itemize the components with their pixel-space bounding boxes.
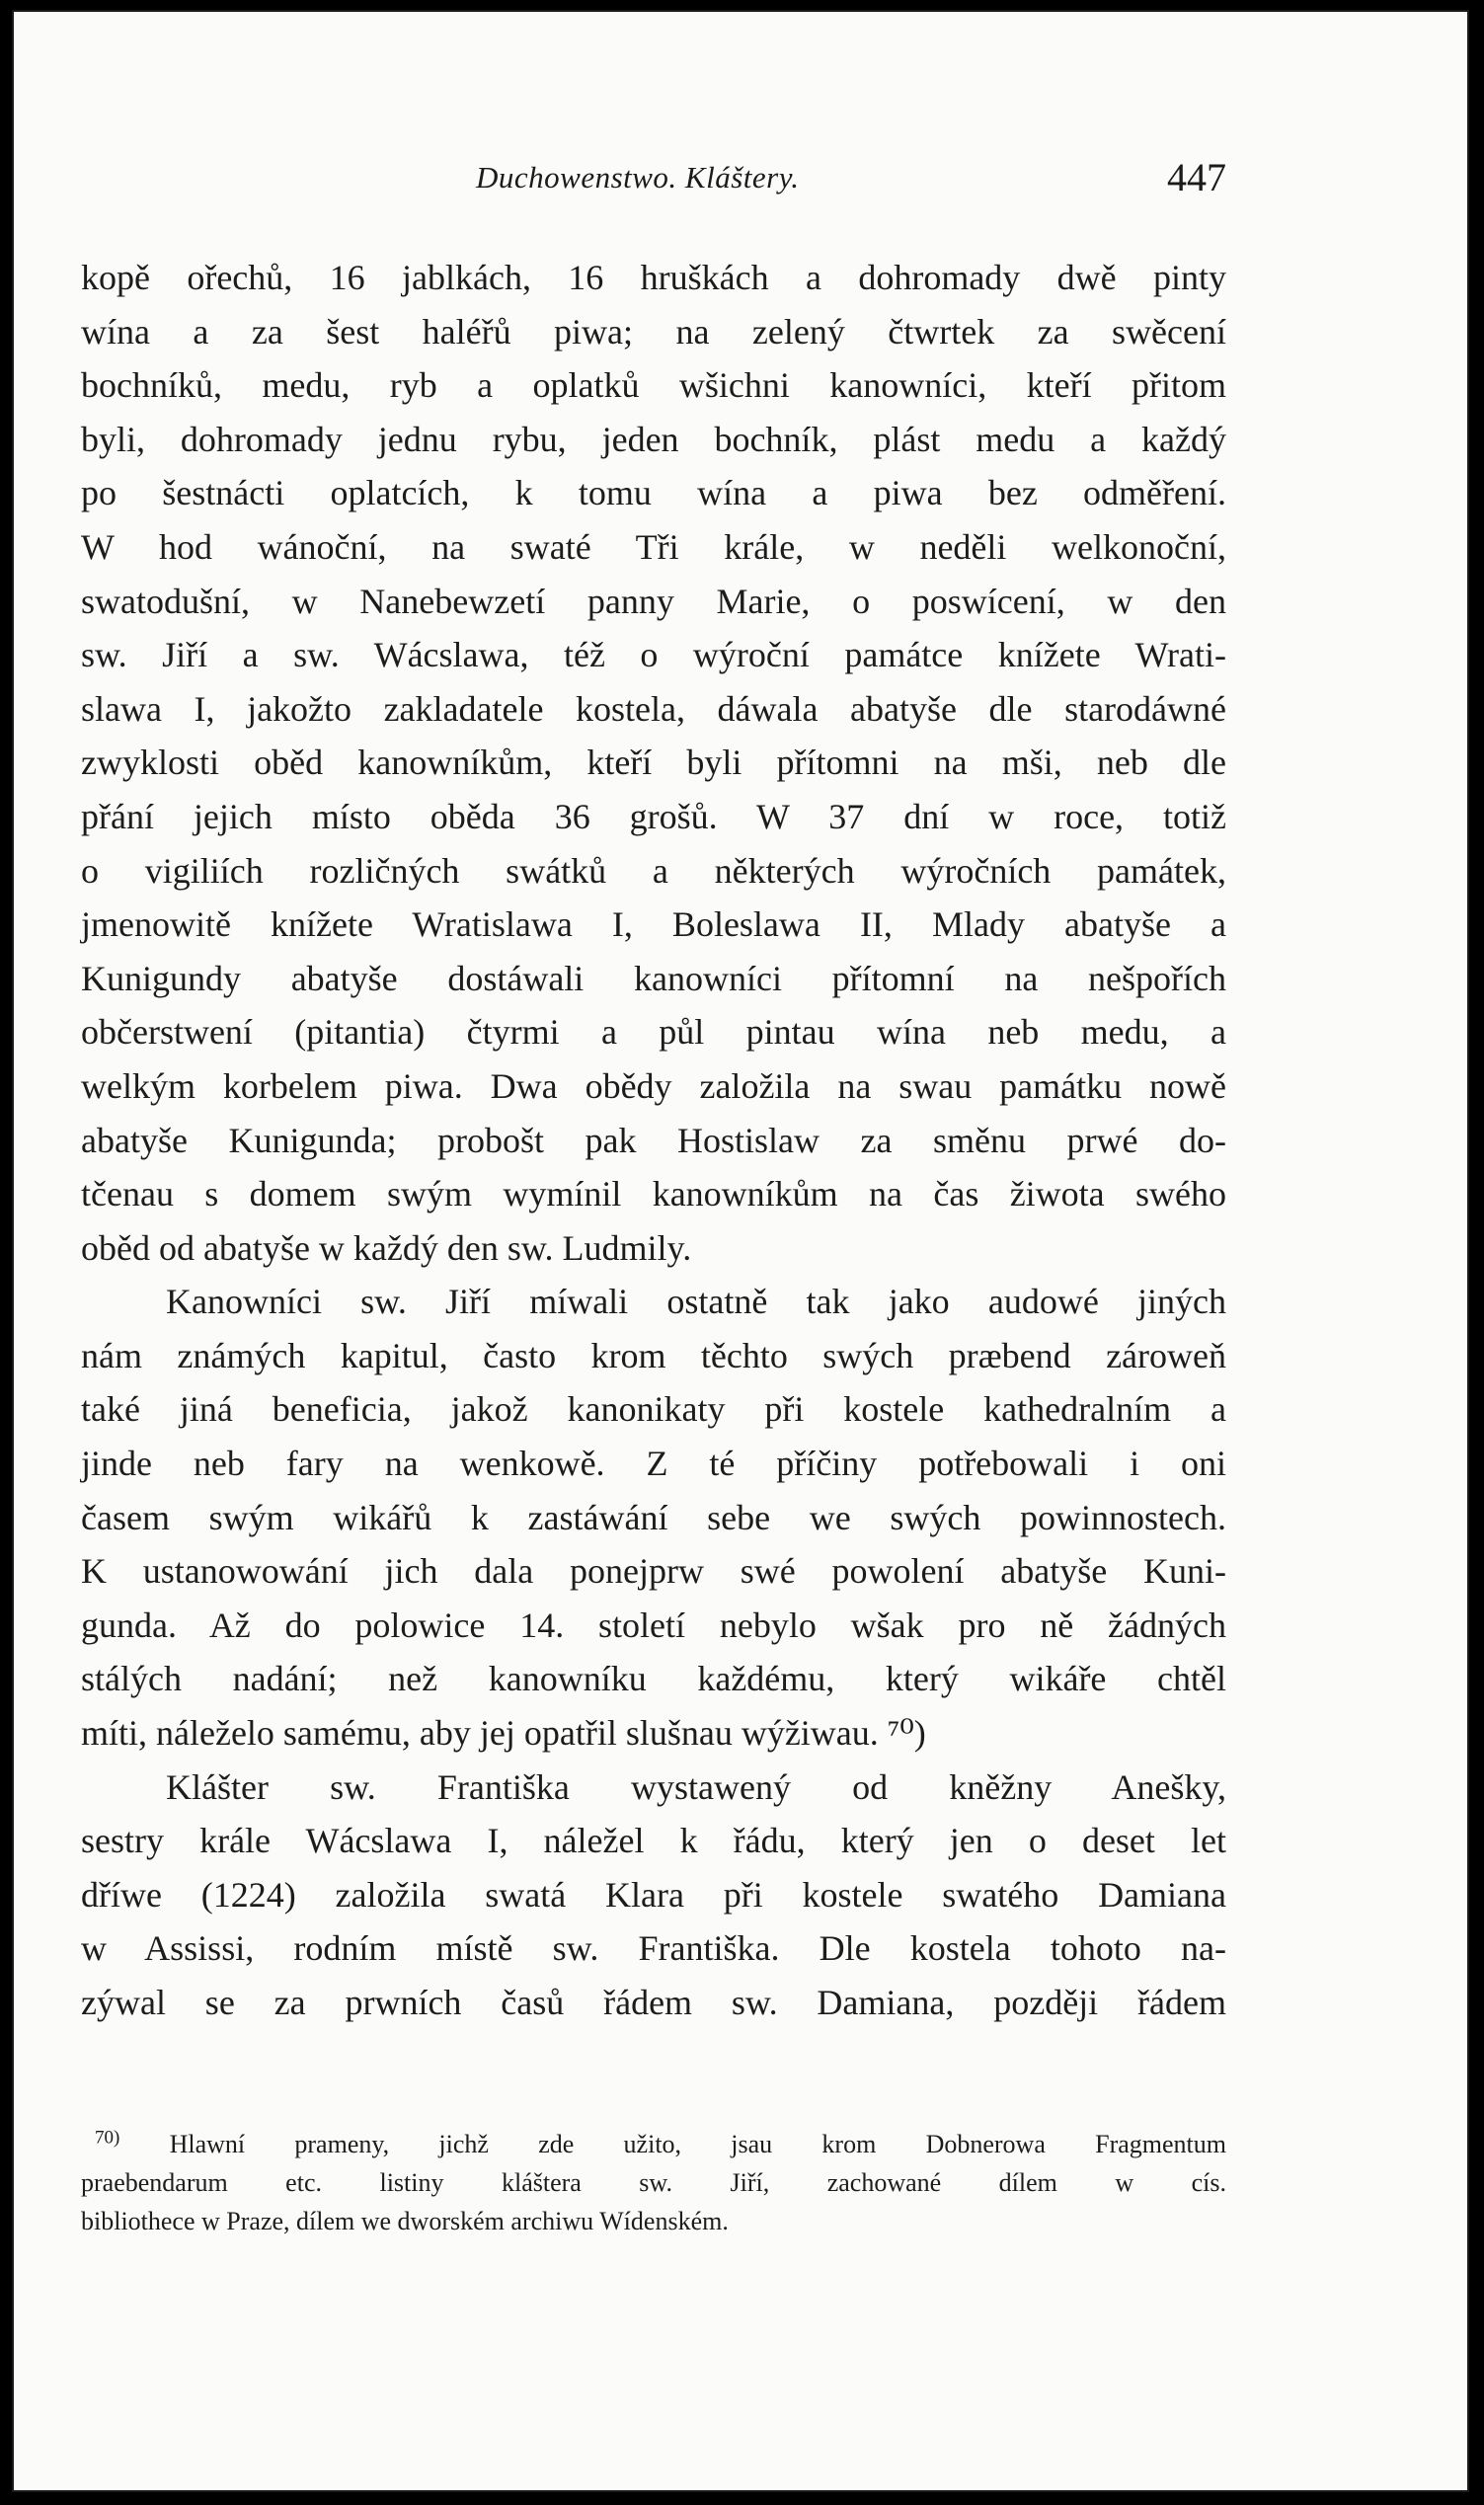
- text-line: zwyklosti oběd kanowníkům, kteří byli přítomni na mši, neb dle: [81, 743, 1226, 783]
- text-line: swatodušní, w Nanebewzetí panny Marie, o poswícení, w den: [81, 581, 1226, 621]
- text-line: wína a za šest haléřů piwa; na zelený čtwrtek za swěcení: [81, 311, 1226, 352]
- text-line: K ustanowowání jich dala ponejprw swé powolení abatyše Kuni-: [81, 1551, 1226, 1592]
- text-line: o vigiliích rozličných swátků a některých wýročních památek,: [81, 850, 1226, 891]
- footnote-line: [81, 2125, 1226, 2163]
- text-line: byli, dohromady jednu rybu, jeden bochník, plást medu a každý: [81, 419, 1226, 459]
- text-line: w Assissi, rodním místě sw. Františka. Dle kostela tohoto na-: [81, 1928, 1226, 1969]
- text-line: Kunigundy abatyše dostáwali kanowníci přítomní na nešpořích: [81, 958, 1226, 998]
- book-page: [12, 10, 1469, 2492]
- running-head: Duchowenstwo. Kláštery.: [476, 160, 800, 195]
- text-line: Klášter sw. Františka wystawený od kněžny Anešky,: [166, 1766, 1226, 1807]
- text-line: nám známých kapitul, často krom těchto swých præbend zároweň: [81, 1335, 1226, 1375]
- text-line: míti, náleželo samému, aby jej opatřil slušnau wýžiwau. ⁷⁰): [81, 1713, 926, 1754]
- text-line: Kanowníci sw. Jiří míwali ostatně tak jako audowé jiných: [166, 1282, 1226, 1322]
- text-line: dříwe (1224) založila swatá Klara při kostele swatého Damiana: [81, 1874, 1226, 1915]
- text-line: W hod wánoční, na swaté Tři krále, w neděli welkonoční,: [81, 526, 1226, 567]
- text-line: kopě ořechů, 16 jablkách, 16 hruškách a dohromady dwě pinty: [81, 258, 1226, 297]
- text-line: také jiná beneficia, jakož kanonikaty při kostele kathedralním a: [81, 1389, 1226, 1430]
- page-number: 447: [1167, 155, 1226, 199]
- text-line: stálých nadání; než kanowníku každému, který wikáře chtěl: [81, 1659, 1226, 1699]
- footnote-line: bibliothece w Praze, dílem we dworském archiwu Wídenském.: [81, 2207, 729, 2235]
- text-line: jmenowitě knížete Wratislawa I, Boleslawa II, Mlady abatyše a: [81, 904, 1226, 945]
- text-line: welkým korbelem piwa. Dwa obědy založila na swau památku nowě: [81, 1065, 1226, 1106]
- text-line: tčenau s domem swým wymínil kanowníkům na čas žiwota swého: [81, 1174, 1226, 1214]
- text-line: sw. Jiří a sw. Wácslawa, též o wýroční památce knížete Wrati-: [81, 635, 1226, 675]
- text-line: abatyše Kunigunda; probošt pak Hostislaw za směnu prwé do-: [81, 1120, 1226, 1160]
- footnote-mark: 70): [95, 2127, 120, 2149]
- text-line: zýwal se za prwních časů řádem sw. Damiana, později řádem: [81, 1983, 1226, 2022]
- text-line: oběd od abatyše w každý den sw. Ludmily.: [81, 1227, 692, 1268]
- body-text: [81, 251, 1226, 2030]
- text-line: sestry krále Wácslawa I, náležel k řádu, který jen o deset let: [81, 1821, 1226, 1861]
- text-line: časem swým wikářů k zastáwání sebe we swých powinnostech.: [81, 1497, 1226, 1537]
- footnotes: [81, 2125, 1226, 2240]
- footnote-text: Hlawní prameny, jichž zde užito, jsau krom Dobnerowa Fragmentum: [169, 2130, 1226, 2158]
- text-line: občerstwení (pitantia) čtyrmi a půl pintau wína neb medu, a: [81, 1012, 1226, 1053]
- text-line: jinde neb fary na wenkowě. Z té příčiny potřebowali i oni: [81, 1444, 1226, 1484]
- text-line: gunda. Až do polowice 14. století nebylo wšak pro ně žádných: [81, 1605, 1226, 1645]
- text-line: bochníků, medu, ryb a oplatků wšichni kanowníci, kteří přitom: [81, 365, 1226, 406]
- text-line: slawa I, jakožto zakladatele kostela, dáwala abatyše dle starodáwné: [81, 688, 1226, 729]
- text-line: přání jejich místo oběda 36 grošů. W 37 dní w roce, totiž: [81, 796, 1226, 836]
- page-header: [81, 152, 1226, 211]
- footnote-line: praebendarum etc. listiny kláštera sw. Jiří, zachowané dílem w cís.: [81, 2168, 1226, 2197]
- text-line: po šestnácti oplatcích, k tomu wína a piwa bez odměření.: [81, 473, 1226, 513]
